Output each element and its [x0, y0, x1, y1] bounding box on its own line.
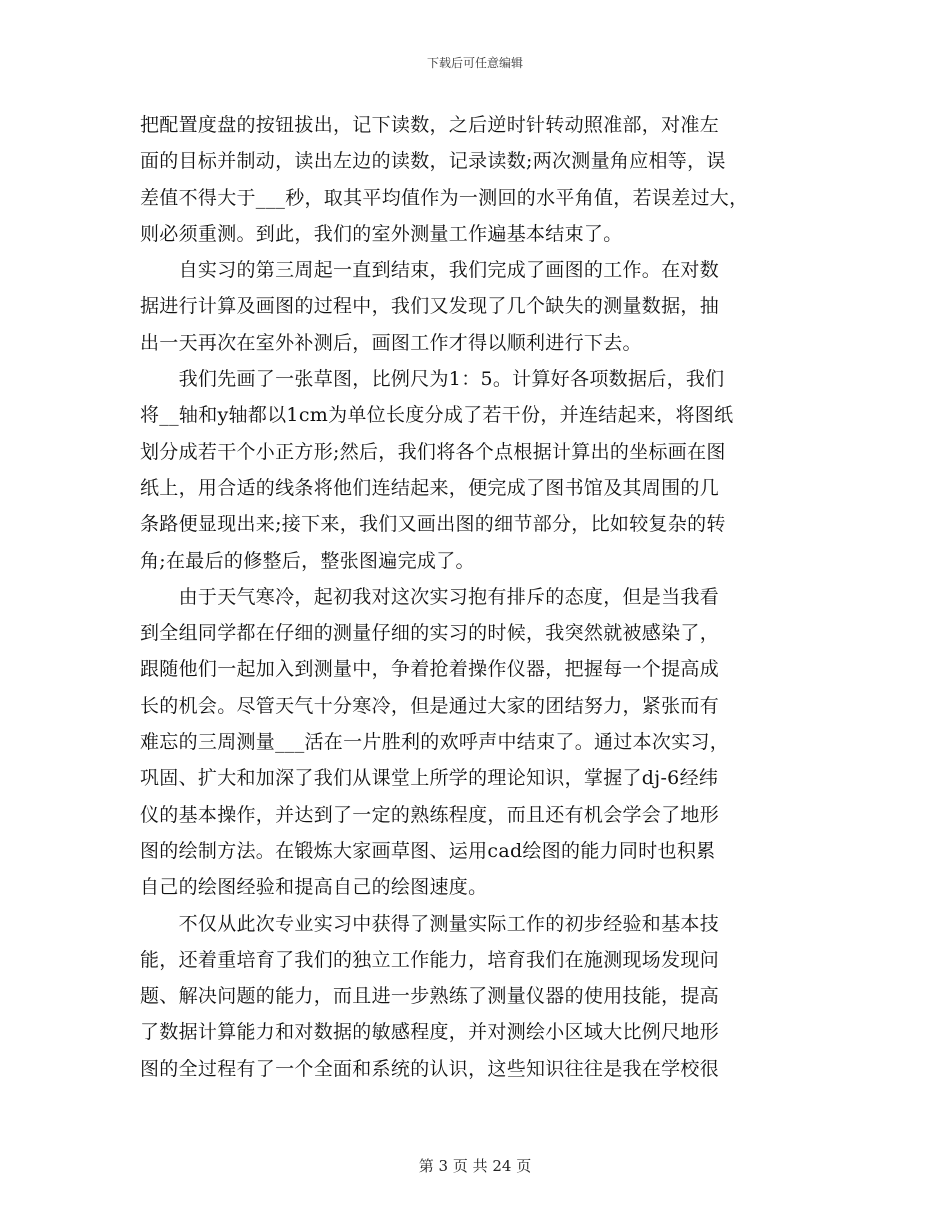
text-line: 自实习的第三周起一直到结束，我们完成了画图的工作。在对数	[140, 259, 720, 282]
text-line: 自己的绘图经验和提高自己的绘图速度。	[140, 876, 488, 899]
text-line: 角;在最后的修整后，整张图遍完成了。	[140, 549, 475, 572]
text-line: 将__轴和y轴都以1cm为单位长度分成了若干份，并连结起来，将图纸	[140, 404, 734, 427]
text-line: 图的全过程有了一个全面和系统的认识，这些知识往往是我在学校很	[140, 1057, 720, 1080]
text-line: 难忘的三周测量___活在一片胜利的欢呼声中结束了。通过本次实习，	[140, 731, 730, 754]
text-line: 跟随他们一起加入到测量中，争着抢着操作仪器，把握每一个提高成	[140, 658, 720, 681]
text-line: 由于天气寒冷，起初我对这次实习抱有排斥的态度，但是当我看	[140, 585, 720, 608]
text-line: 不仅从此次专业实习中获得了测量实际工作的初步经验和基本技	[140, 912, 720, 935]
text-line: 则必须重测。到此，我们的室外测量工作遍基本结束了。	[140, 222, 623, 245]
text-line: 题、解决问题的能力，而且进一步熟练了测量仪器的使用技能，提高	[140, 985, 720, 1008]
text-line: 长的机会。尽管天气十分寒冷，但是通过大家的团结努力，紧张而有	[140, 694, 720, 717]
text-line: 仪的基本操作，并达到了一定的熟练程度，而且还有机会学会了地形	[140, 803, 720, 826]
text-line: 巩固、扩大和加深了我们从课堂上所学的理论知识，掌握了dj-6经纬	[140, 767, 719, 790]
text-line: 到全组同学都在仔细的测量仔细的实习的时候，我突然就被感染了，	[140, 622, 720, 645]
text-line: 能，还着重培育了我们的独立工作能力，培育我们在施测现场发现问	[140, 948, 720, 971]
text-line: 差值不得大于___秒，取其平均值作为一测回的水平角值，若误差过大，	[140, 186, 749, 209]
page-header: 下载后可任意编辑	[426, 56, 523, 70]
text-line: 面的目标并制动，读出左边的读数，记录读数;两次测量角应相等，误	[140, 150, 726, 173]
text-line: 条路便显现出来;接下来，我们又画出图的细节部分，比如较复杂的转	[140, 513, 726, 536]
text-line: 据进行计算及画图的过程中，我们又发现了几个缺失的测量数据，抽	[140, 295, 720, 318]
body-text	[140, 107, 820, 1087]
text-line: 把配置度盘的按钮拔出，记下读数，之后逆时针转动照准部，对准左	[140, 114, 720, 136]
text-line: 纸上，用合适的线条将他们连结起来，便完成了图书馆及其周围的几	[140, 476, 720, 499]
text-line: 划分成若干个小正方形;然后，我们将各个点根据计算出的坐标画在图	[140, 440, 726, 463]
text-line: 图的绘制方法。在锻炼大家画草图、运用cad绘图的能力同时也积累	[140, 839, 716, 862]
page-footer: 第 3 页 共 24 页	[418, 1157, 532, 1175]
text-line: 了数据计算能力和对数据的敏感程度，并对测绘小区域大比例尺地形	[140, 1021, 720, 1044]
text-line: 我们先画了一张草图，比例尺为1：5。计算好各项数据后，我们	[140, 368, 725, 391]
text-line: 出一天再次在室外补测后，画图工作才得以顺利进行下去。	[140, 331, 642, 354]
